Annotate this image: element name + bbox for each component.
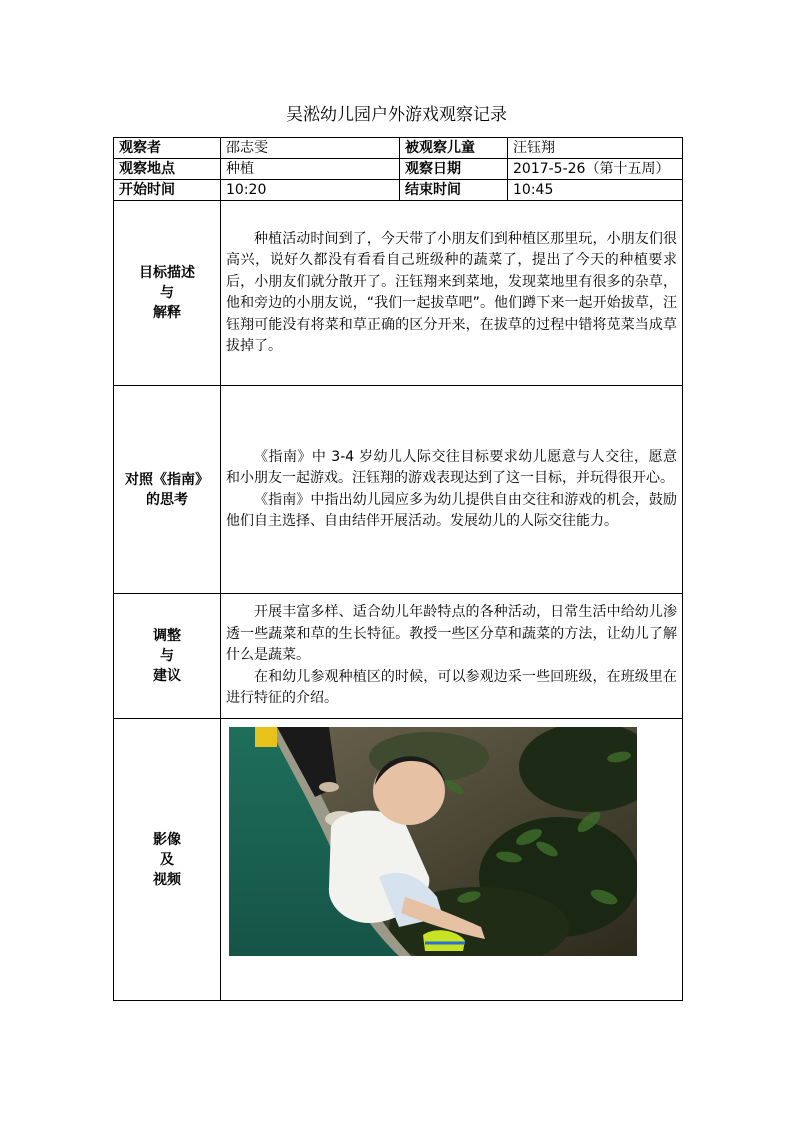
media-label-line2: 及 bbox=[160, 851, 174, 868]
activity-photo bbox=[229, 727, 637, 956]
goal-row bbox=[114, 201, 683, 386]
goal-label-line3: 解释 bbox=[153, 305, 181, 321]
adjust-label bbox=[114, 594, 221, 719]
date-value: 2017-5-26（第十五周） bbox=[508, 159, 683, 180]
guide-paragraph-1: 《指南》中 3-4 岁幼儿人际交往目标要求幼儿愿意与人交往，愿意和小朋友一起游戏。汪钰翔的游戏表现达到了这一目标，并玩得很开心。 bbox=[226, 448, 677, 486]
observer-value: 邵志雯 bbox=[221, 138, 400, 159]
date-label: 观察日期 bbox=[400, 159, 508, 180]
goal-text: 种植活动时间到了，今天带了小朋友们到种植区那里玩，小朋友们很高兴，说好久都没有看看自己班级种的蔬菜了，提出了今天的种植要求后，小朋友们就分散开了。汪钰翔来到菜地，发现菜地里有很多的杂草，他和旁边的小朋友说，“我们一起拔草吧”。他们蹲下来一起开始拔草，汪钰翔可能没有将菜和草正确的区分开来，在拔草的过程中错将苋菜当成草拔掉了。 bbox=[226, 230, 677, 354]
end-time-label: 结束时间 bbox=[400, 180, 508, 201]
guide-label-line2: 的思考 bbox=[146, 491, 188, 508]
guide-row bbox=[114, 386, 683, 594]
end-time-value: 10:45 bbox=[508, 180, 683, 201]
adjust-row bbox=[114, 594, 683, 719]
adjust-label-line3: 建议 bbox=[153, 668, 181, 684]
goal-body bbox=[221, 201, 683, 386]
adjust-paragraph-1: 开展丰富多样、适合幼儿年龄特点的各种活动，日常生活中给幼儿渗透一些蔬菜和草的生长特征。教授一些区分草和蔬菜的方法，让幼儿了解什么是蔬菜。 bbox=[226, 604, 677, 664]
adjust-paragraph-2: 在和幼儿参观种植区的时候，可以参观边采一些回班级，在班级里在进行特征的介绍。 bbox=[226, 668, 677, 707]
header-row-location bbox=[114, 159, 683, 180]
adjust-label-line2: 与 bbox=[160, 648, 174, 664]
goal-label bbox=[114, 201, 221, 386]
guide-body bbox=[221, 386, 683, 594]
page-title: 吴淞幼儿园户外游戏观察记录 bbox=[286, 105, 507, 125]
observation-table bbox=[113, 137, 683, 1001]
media-body bbox=[221, 719, 683, 1001]
guide-paragraph-2: 《指南》中指出幼儿园应多为幼儿提供自由交往和游戏的机会，鼓励他们自主选择、自由结伴开展活动。发展幼儿的人际交往能力。 bbox=[226, 491, 677, 529]
start-time-label: 开始时间 bbox=[114, 180, 221, 201]
media-row bbox=[114, 719, 683, 1001]
header-row-time bbox=[114, 180, 683, 201]
adjust-label-line1: 调整 bbox=[153, 628, 181, 644]
guide-label bbox=[114, 386, 221, 594]
child-label: 被观察儿童 bbox=[400, 138, 508, 159]
observer-label: 观察者 bbox=[114, 138, 221, 159]
adjust-body bbox=[221, 594, 683, 719]
media-label bbox=[114, 719, 221, 1001]
child-value: 汪钰翔 bbox=[508, 138, 683, 159]
goal-label-line2: 与 bbox=[160, 285, 174, 301]
media-label-line1: 影像 bbox=[153, 831, 181, 848]
start-time-value: 10:20 bbox=[221, 180, 400, 201]
location-value: 种植 bbox=[221, 159, 400, 180]
media-label-line3: 视频 bbox=[153, 871, 181, 888]
location-label: 观察地点 bbox=[114, 159, 221, 180]
header-row-observer bbox=[114, 138, 683, 159]
goal-label-line1: 目标描述 bbox=[139, 265, 195, 281]
guide-label-line1: 对照《指南》 bbox=[125, 471, 209, 488]
